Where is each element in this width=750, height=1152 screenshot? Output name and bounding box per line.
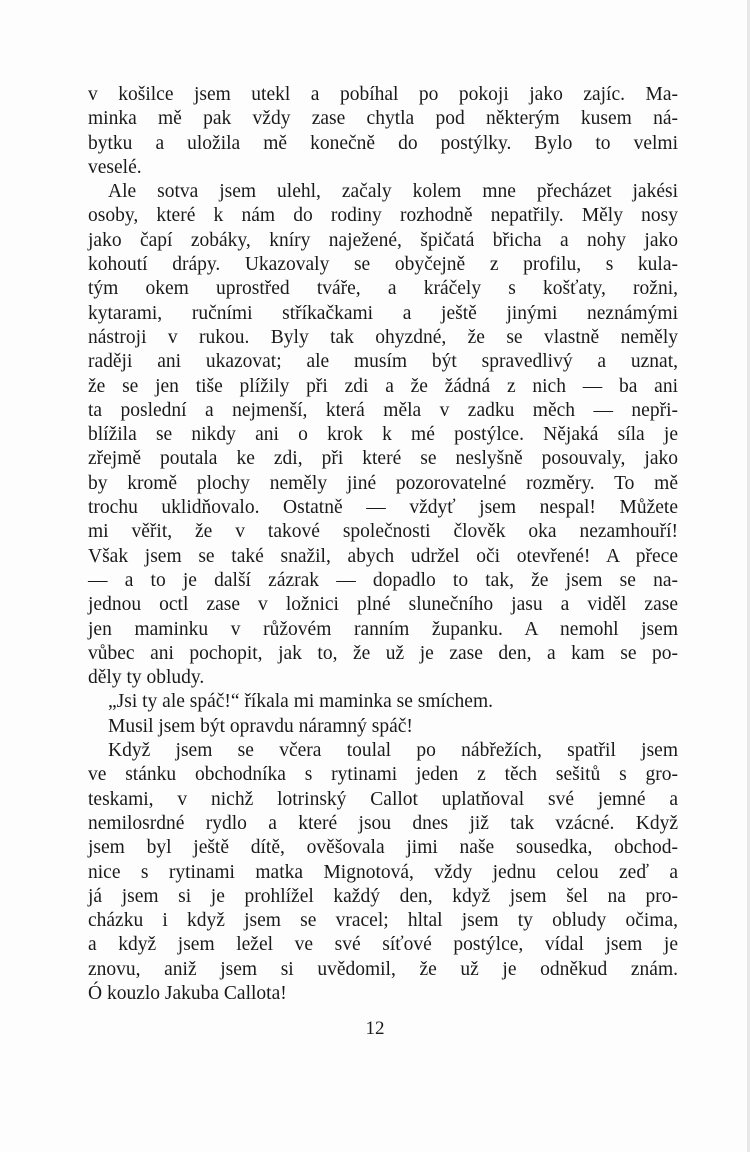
text-line: znovu, aniž jsem si uvědomil, že už je odněkud znám. (88, 958, 678, 980)
paragraph (88, 739, 678, 1006)
text-line: kytarami, ručními stříkačkami a ještě jinými neznámými (88, 302, 678, 324)
text-line: jsem byl ještě dítě, ověšovala jimi naše sousedka, obchod- (88, 837, 678, 859)
text-line: v košilce jsem utekl a pobíhal po pokoji jako zajíc. Ma- (88, 84, 678, 105)
text-line: tým okem uprostřed tváře, a kráčely s košťaty, rožni, (88, 278, 678, 300)
text-line: Ale sotva jsem ulehl, začaly kolem mne přecházet jakési (108, 181, 678, 203)
text-line: „Jsi ty ale spáč!“ říkala mi maminka se smíchem. (108, 691, 494, 713)
text-line: cházku i když jsem se vracel; hltal jsem ty obludy očima, (88, 910, 678, 932)
text-line: veselé. (88, 156, 142, 178)
text-line: Musil jsem být opravdu náramný spáč! (108, 715, 413, 737)
text-line: já jsem si je prohlížel každý den, když jsem šel na pro- (88, 885, 678, 907)
paragraph (88, 715, 678, 739)
text-line: mi věřit, že v takové společnosti člověk oka nezamhouří! (88, 521, 678, 543)
body-text (88, 83, 678, 1006)
text-line: teskami, v nichž lotrinský Callot uplatňoval své jemné a (88, 788, 678, 810)
text-line: trochu uklidňovalo. Ostatně — vždyť jsem nespal! Můžete (88, 497, 678, 519)
text-line: zřejmě poutala ke zdi, při které se neslyšně posouvaly, jako (88, 448, 678, 470)
text-line: osoby, které k nám do rodiny rozhodně nepatřily. Měly nosy (88, 205, 678, 227)
text-line: kohoutí drápy. Ukazovaly se obyčejně z profilu, s kula- (88, 254, 678, 276)
text-line: Ó kouzlo Jakuba Callota! (88, 982, 287, 1004)
text-line: nástroji v rukou. Byly tak ohyzdné, že se vlastně neměly (88, 326, 678, 348)
text-line: Však jsem se také snažil, abych udržel oči otevřené! A přece (88, 545, 678, 567)
paragraph (88, 180, 678, 690)
page-number: 12 (365, 1018, 385, 1039)
text-line: jako čapí zobáky, kníry naježené, špičatá břicha a nohy jako (88, 229, 678, 251)
text-line: a když jsem ležel ve své síťové postýlce, vídal jsem je (88, 934, 678, 956)
text-line: by kromě plochy neměly jiné pozorovatelné rozměry. To mě (88, 472, 678, 494)
text-line: nemilosrdné rydlo a které jsou dnes již tak vzácné. Když (88, 812, 678, 834)
text-line: ve stánku obchodníka s rytinami jeden z těch sešitů s gro- (88, 764, 678, 786)
text-line: jen maminku v růžovém ranním županku. A nemohl jsem (88, 618, 678, 640)
paragraph (88, 690, 678, 714)
text-line: že se jen tiše plížily při zdi a že žádná z nich — ba ani (88, 375, 678, 397)
text-line: jednou octl zase v ložnici plné slunečního jasu a viděl zase (88, 594, 678, 616)
text-line: nice s rytinami matka Mignotová, vždy jednu celou zeď a (88, 861, 678, 883)
text-line: Když jsem se včera toulal po nábřežích, spatřil jsem (108, 740, 678, 762)
text-line: minka mě pak vždy zase chytla pod některým kusem ná- (88, 108, 678, 130)
text-line: vůbec ani pochopit, jak to, že už je zase den, a kam se po- (88, 642, 678, 664)
text-line: ta poslední a nejmenší, která měla v zadku měch — nepři- (88, 399, 678, 421)
text-line: děly ty obludy. (88, 667, 205, 689)
text-line: — a to je další zázrak — dopadlo to tak, že jsem se na- (88, 569, 678, 591)
text-line: blížila se nikdy ani o krok k mé postýlce. Nějaká síla je (88, 424, 678, 446)
text-line: bytku a uložila mě konečně do postýlky. Bylo to velmi (88, 132, 678, 154)
paragraph (88, 83, 678, 180)
text-line: raději ani ukazovat; ale musím být spravedlivý a uznat, (88, 351, 678, 373)
